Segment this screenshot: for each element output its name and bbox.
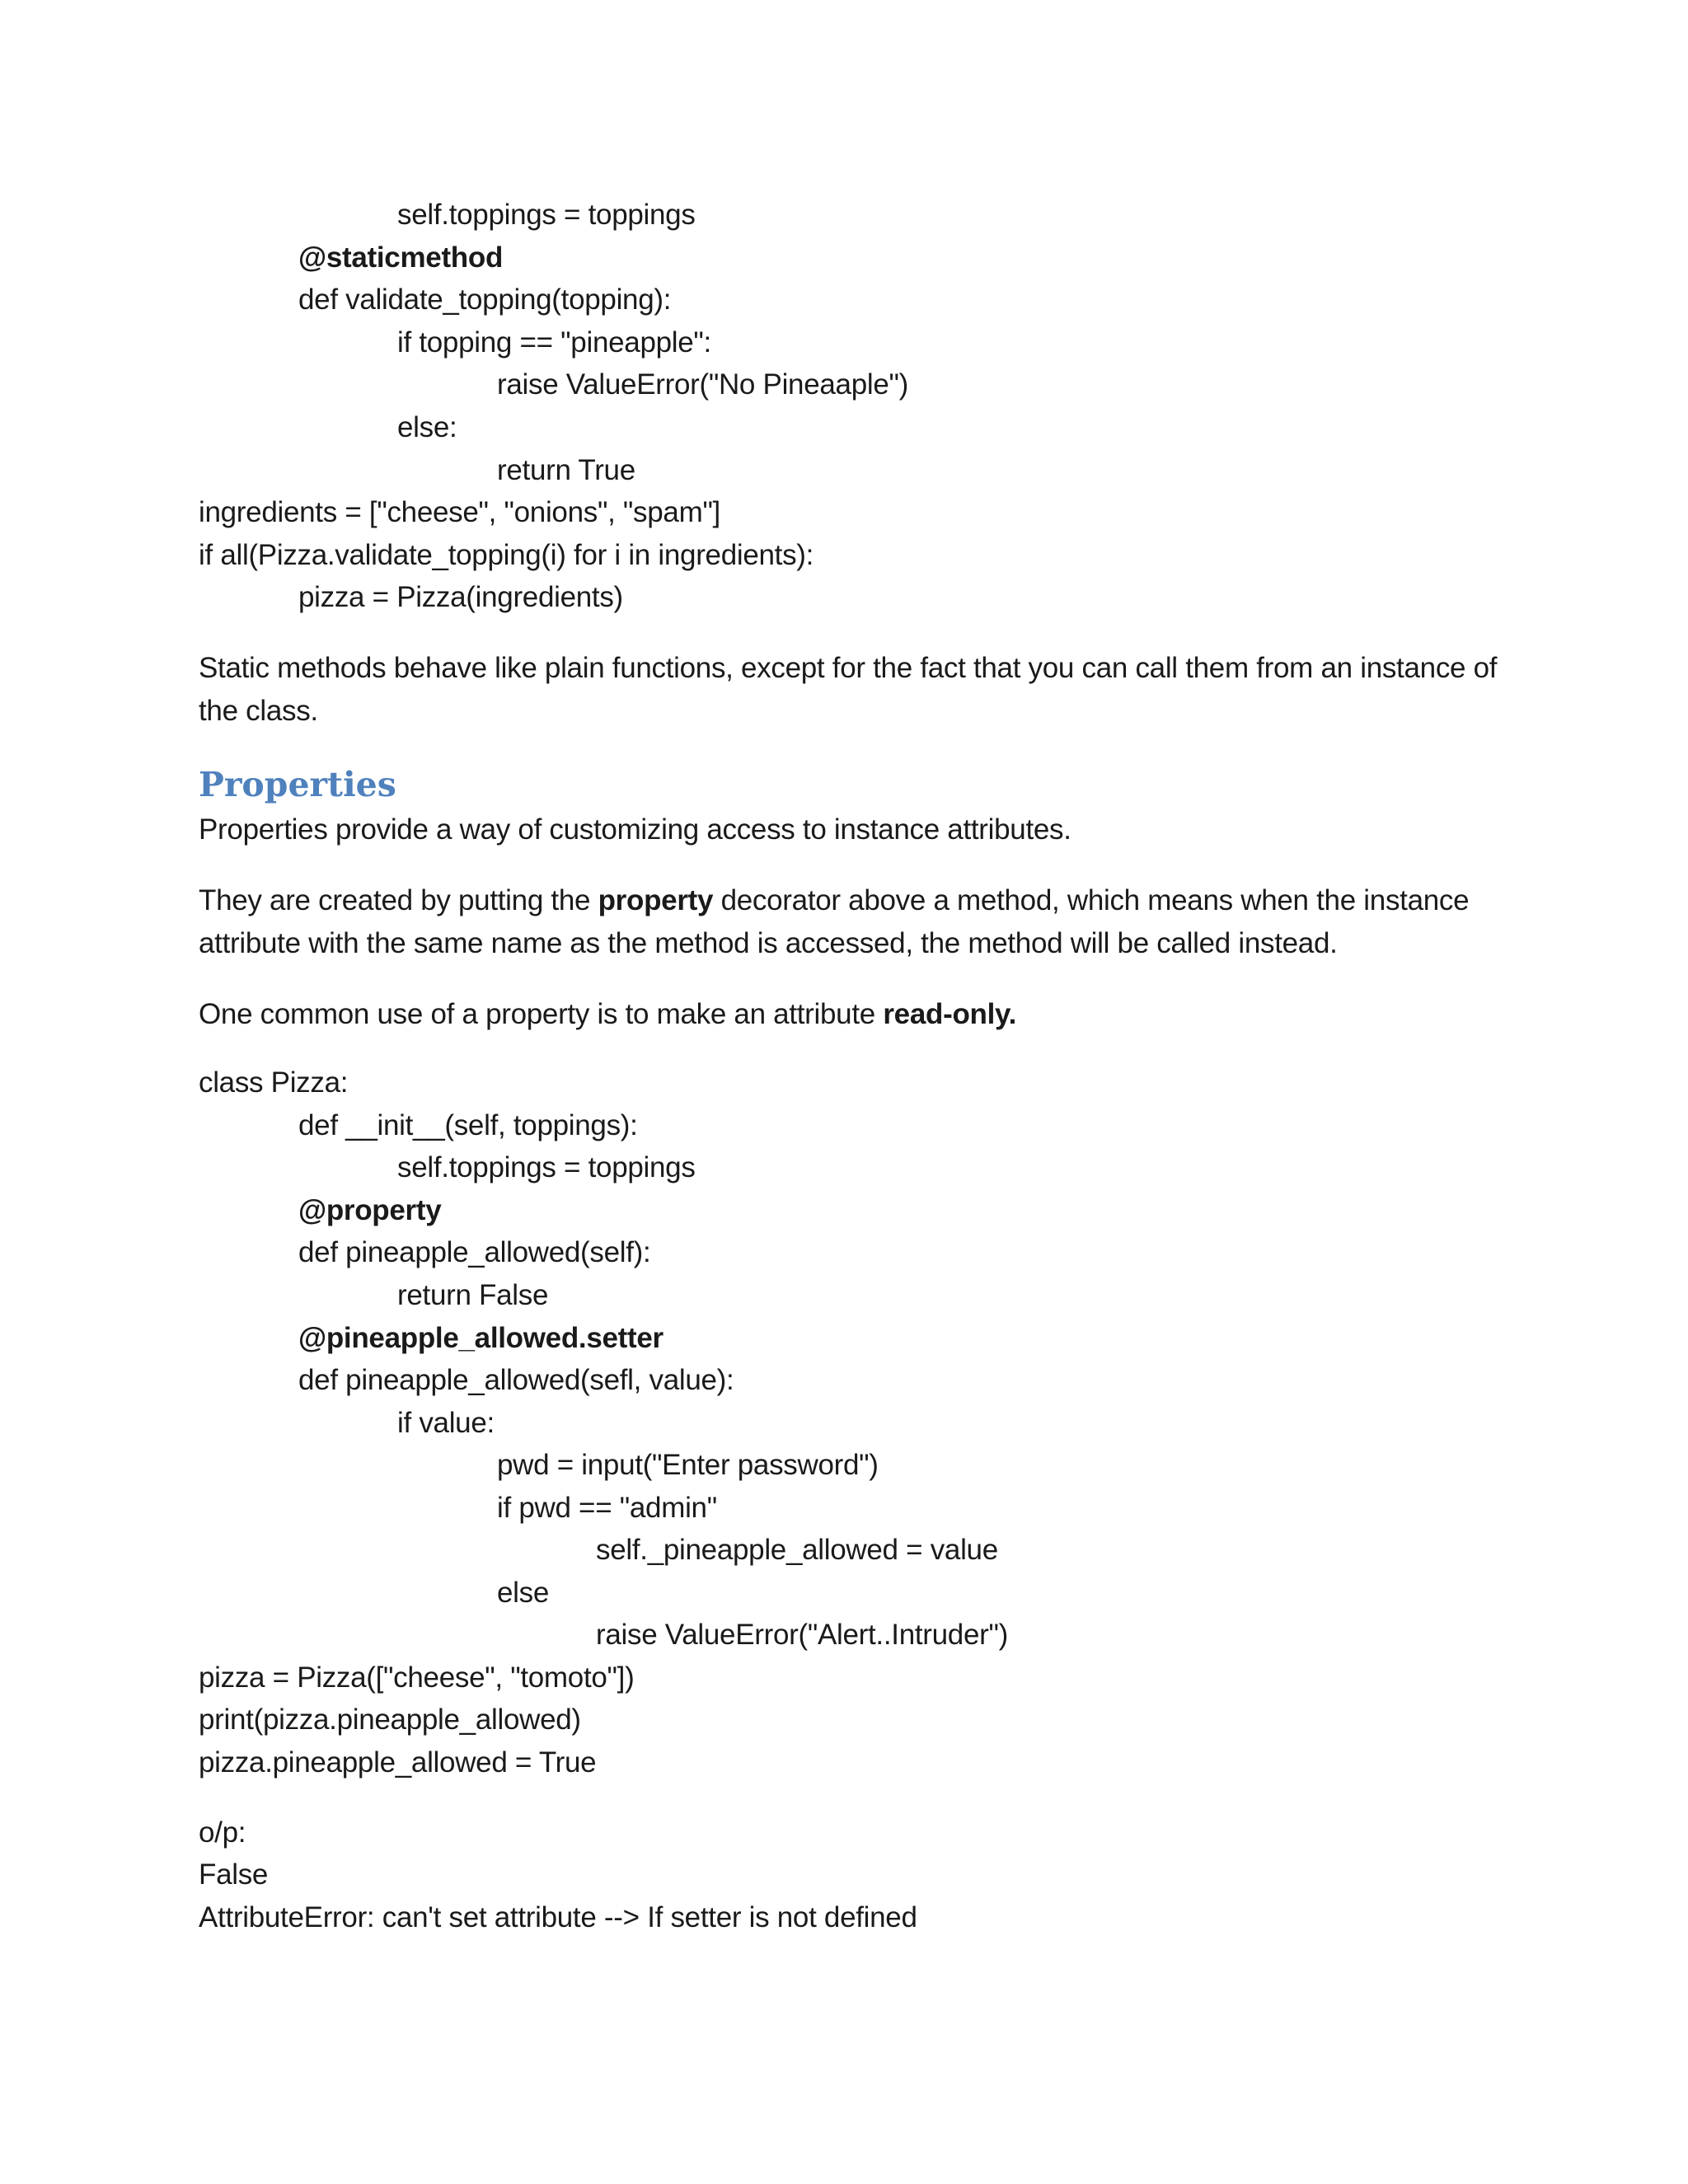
code-line: pizza = Pizza(["cheese", "tomoto"]) bbox=[199, 1661, 635, 1694]
code-line: if topping == "pineapple": bbox=[397, 326, 711, 359]
text-run: decorator above a method, which means when the instance bbox=[713, 884, 1470, 916]
code-line: ingredients = ["cheese", "onions", "spam"] bbox=[199, 496, 720, 528]
code-line-decorator: @staticmethod bbox=[298, 241, 504, 274]
code-line: print(pizza.pineapple_allowed) bbox=[199, 1704, 581, 1736]
code-line: return False bbox=[397, 1279, 549, 1311]
code-line: def pineapple_allowed(self): bbox=[298, 1236, 651, 1268]
output-line: AttributeError: can't set attribute --> If setter is not defined bbox=[199, 1901, 917, 1933]
code-line-decorator: @property bbox=[298, 1194, 442, 1226]
paragraph-common-use bbox=[199, 997, 1016, 1032]
output-line: o/p: bbox=[199, 1816, 246, 1849]
code-line: def pineapple_allowed(sefl, value): bbox=[298, 1364, 734, 1396]
code-line: else bbox=[497, 1577, 550, 1609]
code-line: else: bbox=[397, 411, 457, 443]
paragraph-line bbox=[199, 883, 1469, 918]
code-line: class Pizza: bbox=[199, 1066, 349, 1099]
code-line: return True bbox=[497, 454, 635, 486]
code-line: if pwd == "admin" bbox=[497, 1492, 717, 1524]
paragraph-line: the class. bbox=[199, 695, 318, 727]
code-line: if all(Pizza.validate_topping(i) for i in ingredients): bbox=[199, 539, 814, 571]
code-line: if value: bbox=[397, 1407, 495, 1439]
code-line: pizza.pineapple_allowed = True bbox=[199, 1746, 597, 1779]
bold-term: property bbox=[598, 884, 714, 916]
code-line: def validate_topping(topping): bbox=[298, 284, 672, 316]
code-line: raise ValueError("Alert..Intruder") bbox=[596, 1619, 1008, 1651]
paragraph-line: Static methods behave like plain functions, except for the fact that you can call them from an instance of bbox=[199, 652, 1498, 684]
code-line: pwd = input("Enter password") bbox=[497, 1449, 879, 1481]
output-line: False bbox=[199, 1858, 269, 1891]
text-run: One common use of a property is to make an attribute bbox=[199, 998, 884, 1030]
paragraph-line: attribute with the same name as the method is accessed, the method will be called instead. bbox=[199, 927, 1338, 959]
section-heading: Properties bbox=[199, 765, 396, 804]
code-line: self._pineapple_allowed = value bbox=[596, 1534, 998, 1566]
code-line-decorator: @pineapple_allowed.setter bbox=[298, 1322, 663, 1354]
code-line: self.toppings = toppings bbox=[397, 1151, 696, 1183]
code-line: raise ValueError("No Pineaaple") bbox=[497, 368, 908, 401]
text-run: They are created by putting the bbox=[199, 884, 598, 916]
code-line: def __init__(self, toppings): bbox=[298, 1109, 638, 1141]
bold-term: read-only. bbox=[883, 998, 1017, 1030]
paragraph-intro: Properties provide a way of customizing access to instance attributes. bbox=[199, 813, 1071, 846]
code-line: self.toppings = toppings bbox=[397, 199, 696, 231]
code-line: pizza = Pizza(ingredients) bbox=[298, 581, 623, 613]
